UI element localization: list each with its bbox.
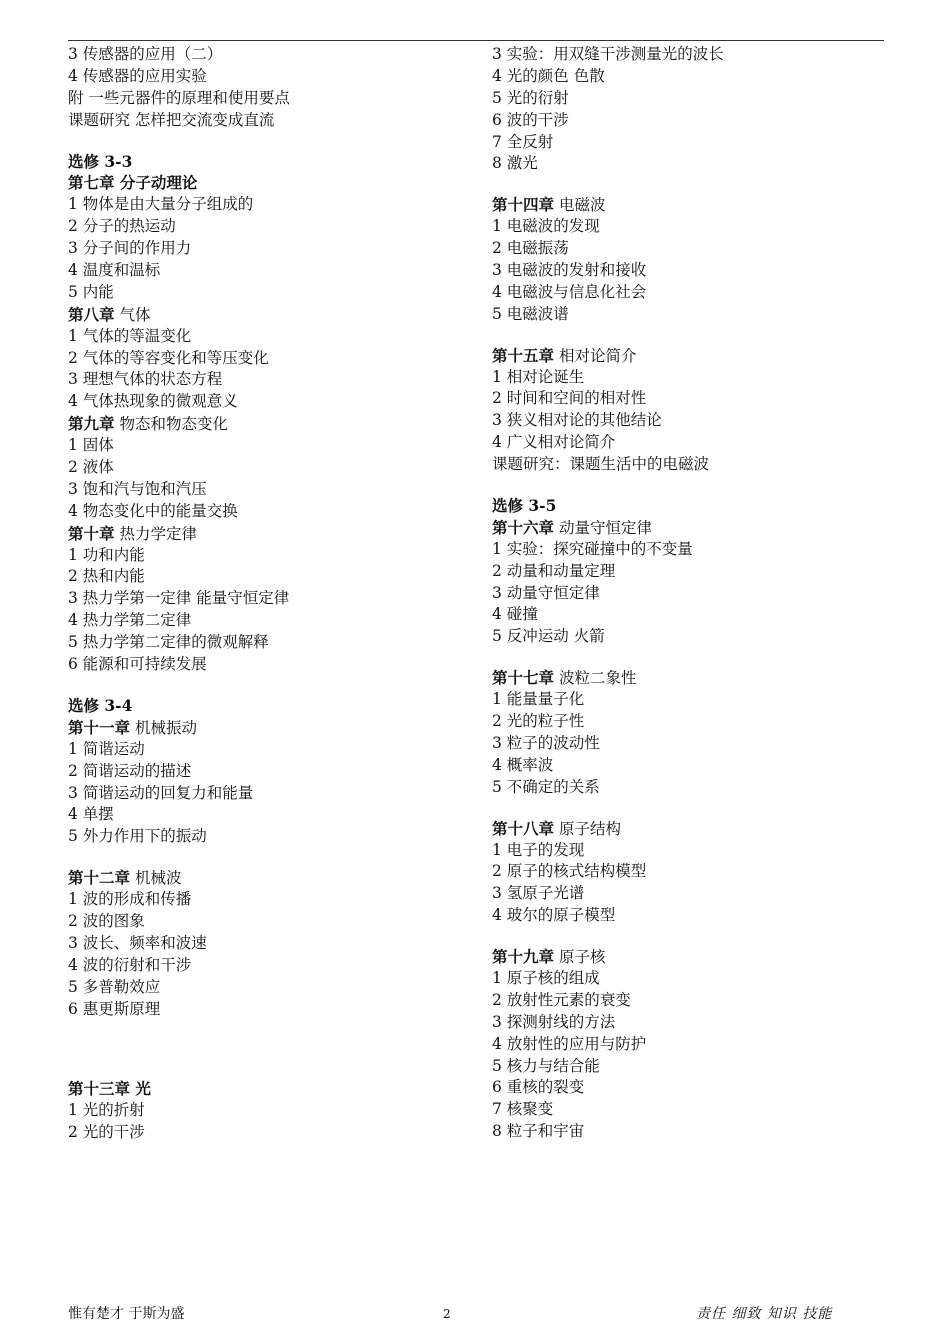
list-item: 1 气体的等温变化	[68, 326, 192, 345]
chapter-number: 第八章	[68, 304, 115, 324]
list-item: 4 碰撞	[492, 605, 538, 624]
chapter-title: 物态和物态变化	[119, 415, 228, 434]
list-item: 课题研究 怎样把交流变成直流	[68, 110, 275, 129]
list-item: 4 广义相对论简介	[492, 433, 616, 452]
list-item: 1 光的折射	[68, 1101, 145, 1120]
chapter-heading	[492, 667, 892, 689]
list-item: 5 核力与结合能	[492, 1056, 600, 1075]
chapter-heading	[492, 818, 892, 840]
list-item: 3 热力学第一定律 能量守恒定律	[68, 589, 290, 608]
list-item: 4 温度和温标	[68, 261, 161, 280]
list-item: 7 全反射	[492, 132, 554, 151]
list-item: 课题研究：课题生活中的电磁波	[492, 455, 710, 474]
list-item: 4 放射性的应用与防护	[492, 1034, 647, 1053]
list-item: 4 电磁波与信息化社会	[492, 282, 647, 301]
list-item: 4 波的衍射和干涉	[68, 955, 192, 974]
list-item: 3 氢原子光谱	[492, 884, 585, 903]
chapter-title: 相对论简介	[558, 346, 637, 365]
section-heading-3-5: 选修 3-5	[492, 496, 557, 516]
left-column	[68, 44, 468, 1144]
chapter-number: 第十二章	[68, 868, 131, 888]
list-item: 2 热和内能	[68, 567, 145, 586]
section-heading-3-4: 选修 3-4	[68, 695, 133, 715]
list-item: 2 波的图象	[68, 911, 145, 930]
chapter-heading: 第七章 分子动理论	[68, 173, 198, 193]
chapter-heading	[492, 517, 892, 539]
list-item: 2 气体的等容变化和等压变化	[68, 348, 269, 367]
header-rule	[68, 40, 884, 41]
list-item: 4 热力学第二定律	[68, 611, 192, 630]
footer-slogan: 责任 细致 知识 技能	[696, 1306, 833, 1322]
chapter-heading	[68, 523, 468, 545]
list-item: 1 物体是由大量分子组成的	[68, 195, 254, 214]
list-item: 6 重核的裂变	[492, 1078, 585, 1097]
list-item: 2 原子的核式结构模型	[492, 862, 647, 881]
list-item: 8 粒子和宇宙	[492, 1122, 585, 1141]
list-item: 1 电磁波的发现	[492, 217, 600, 236]
list-item: 3 波长、频率和波速	[68, 933, 207, 952]
list-item: 3 探测射线的方法	[492, 1012, 616, 1031]
list-item: 1 电子的发现	[492, 840, 585, 859]
chapter-title: 电磁波	[558, 196, 606, 215]
list-item: 2 动量和动量定理	[492, 561, 616, 580]
list-item: 4 传感器的应用实验	[68, 66, 207, 85]
list-item: 5 多普勒效应	[68, 977, 161, 996]
list-item: 4 气体热现象的微观意义	[68, 392, 238, 411]
list-item: 5 反冲运动 火箭	[492, 627, 605, 646]
list-item: 6 惠更斯原理	[68, 999, 161, 1018]
list-item: 3 电磁波的发射和接收	[492, 261, 647, 280]
list-item: 1 原子核的组成	[492, 968, 600, 987]
chapter-number: 第十七章	[492, 668, 555, 688]
list-item: 2 液体	[68, 458, 114, 477]
chapter-number: 第十六章	[492, 517, 555, 537]
chapter-title: 波粒二象性	[558, 669, 637, 688]
list-item: 1 功和内能	[68, 545, 145, 564]
footer-motto: 惟有楚才 于斯为盛	[68, 1306, 185, 1322]
list-item: 5 内能	[68, 282, 114, 301]
chapter-title: 机械振动	[134, 718, 197, 737]
chapter-heading	[492, 345, 892, 367]
chapter-title: 热力学定律	[119, 524, 197, 543]
list-item: 5 外力作用下的振动	[68, 827, 207, 846]
chapter-heading	[68, 304, 468, 326]
section-heading-3-3: 选修 3-3	[68, 151, 133, 171]
list-item: 4 光的颜色 色散	[492, 66, 605, 85]
list-item: 2 光的干涉	[68, 1123, 145, 1142]
list-item: 3 传感器的应用（二）	[68, 45, 223, 63]
list-item: 4 概率波	[492, 755, 554, 774]
list-item: 3 分子间的作用力	[68, 239, 192, 258]
list-item: 1 实验：探究碰撞中的不变量	[492, 539, 693, 558]
list-item: 附 一些元器件的原理和使用要点	[68, 88, 290, 107]
chapter-heading	[68, 867, 468, 889]
list-item: 2 简谐运动的描述	[68, 761, 192, 780]
list-item: 3 简谐运动的回复力和能量	[68, 783, 254, 802]
chapter-number: 第十四章	[492, 195, 555, 215]
list-item: 1 能量量子化	[492, 690, 585, 709]
list-item: 3 粒子的波动性	[492, 733, 600, 752]
list-item: 5 电磁波谱	[492, 304, 569, 323]
list-item: 2 时间和空间的相对性	[492, 389, 647, 408]
chapter-number: 第十一章	[68, 717, 131, 737]
list-item: 5 热力学第二定律的微观解释	[68, 633, 269, 652]
list-item: 1 固体	[68, 436, 114, 455]
list-item: 1 简谐运动	[68, 739, 145, 758]
chapter-number: 第十八章	[492, 818, 555, 838]
list-item: 2 放射性元素的衰变	[492, 990, 631, 1009]
chapter-number: 第九章	[68, 414, 115, 434]
chapter-number: 第十九章	[492, 947, 555, 967]
chapter-title: 动量守恒定律	[558, 518, 652, 537]
list-item: 4 玻尔的原子模型	[492, 906, 616, 925]
list-item: 3 动量守恒定律	[492, 583, 600, 602]
list-item: 8 激光	[492, 154, 538, 173]
right-column	[492, 44, 892, 1143]
list-item: 3 狭义相对论的其他结论	[492, 411, 662, 430]
chapter-number: 第十章	[68, 523, 115, 543]
list-item: 1 相对论诞生	[492, 367, 585, 386]
list-item: 6 波的干涉	[492, 110, 569, 129]
chapter-number: 第十五章	[492, 345, 555, 365]
chapter-title: 原子核	[558, 948, 606, 967]
list-item: 1 波的形成和传播	[68, 890, 192, 909]
chapter-heading	[68, 717, 468, 739]
list-item: 2 光的粒子性	[492, 712, 585, 731]
chapter-title: 气体	[119, 305, 151, 324]
chapter-title: 机械波	[134, 869, 182, 888]
chapter-title: 原子结构	[558, 819, 621, 838]
list-item: 7 核聚变	[492, 1100, 554, 1119]
chapter-heading: 第十三章 光	[68, 1079, 151, 1099]
list-item: 3 饱和汽与饱和汽压	[68, 479, 207, 498]
page-number: 2	[443, 1307, 451, 1321]
chapter-heading	[68, 413, 468, 435]
chapter-heading	[492, 194, 892, 216]
list-item: 6 能源和可持续发展	[68, 655, 207, 674]
list-item: 5 光的衍射	[492, 88, 569, 107]
list-item: 3 理想气体的状态方程	[68, 370, 223, 389]
list-item: 4 物态变化中的能量交换	[68, 501, 238, 520]
chapter-heading	[492, 946, 892, 968]
list-item: 5 不确定的关系	[492, 777, 600, 796]
list-item: 3 实验：用双缝干涉测量光的波长	[492, 45, 724, 63]
list-item: 4 单摆	[68, 805, 114, 824]
list-item: 2 电磁振荡	[492, 239, 569, 258]
list-item: 2 分子的热运动	[68, 217, 176, 236]
